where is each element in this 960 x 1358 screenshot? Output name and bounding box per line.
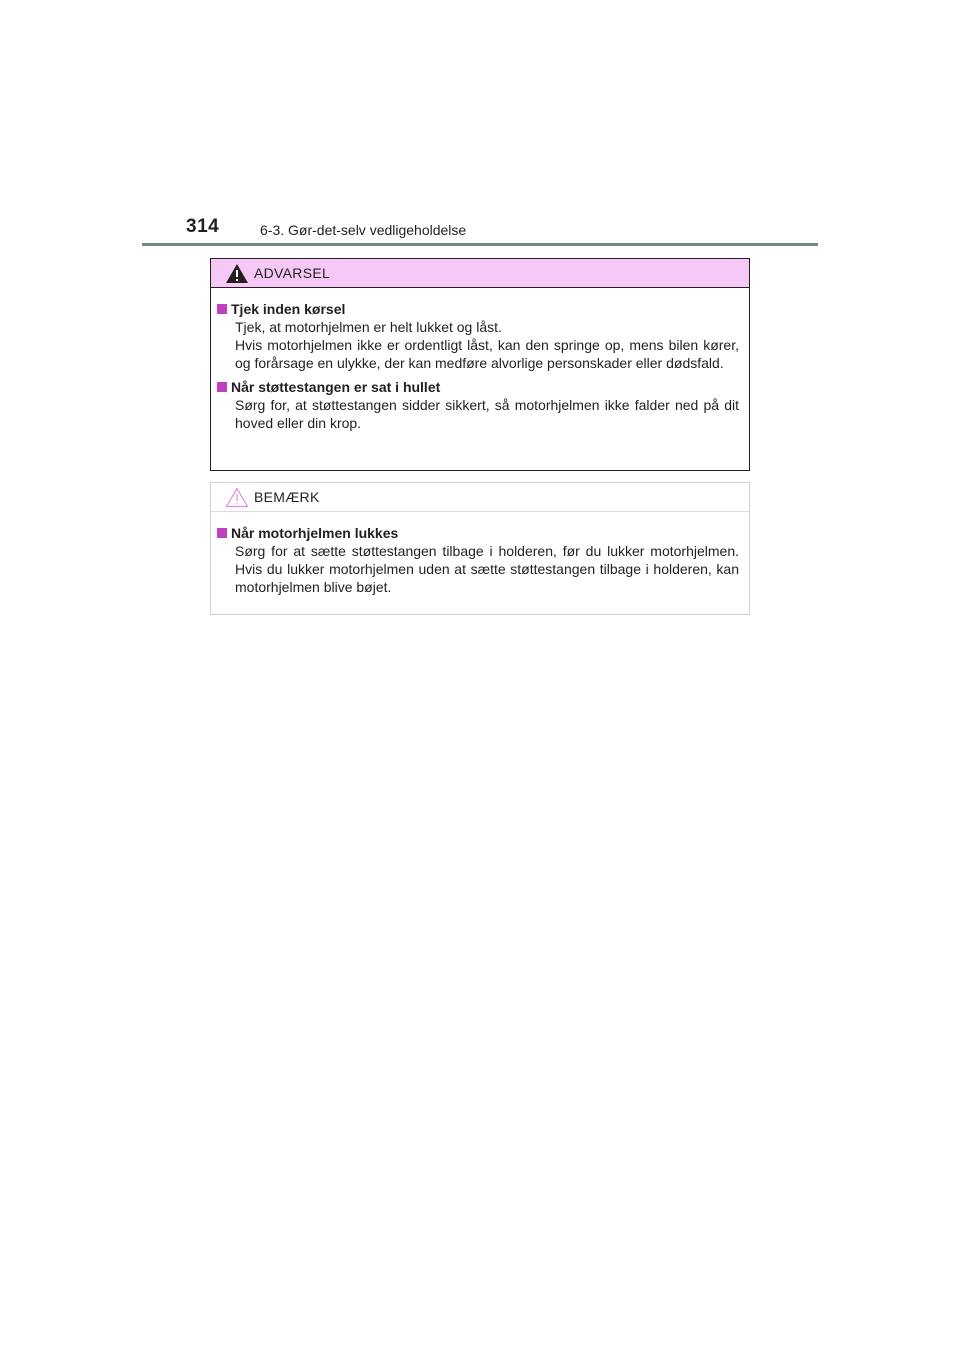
- warning-header: [211, 259, 749, 288]
- warning-item-text: [235, 318, 739, 372]
- warning-item-text: Sørg for, at støttestangen sidder sikkert, så motorhjelmen ikke falder ned på dit hoved eller din krop.: [235, 397, 739, 431]
- page-number: 314: [186, 216, 220, 237]
- header-rule: [142, 243, 818, 246]
- notice-header: [211, 483, 749, 512]
- warning-item-text-line: Tjek, at motorhjelmen er helt lukket og låst.: [235, 319, 502, 335]
- warning-item-title: Når støttestangen er sat i hullet: [231, 379, 441, 395]
- notice-label: BEMÆRK: [254, 489, 320, 505]
- notice-item-title: Når motorhjelmen lukkes: [231, 525, 399, 541]
- warning-triangle-outline-icon: [225, 487, 249, 508]
- warning-triangle-filled-icon: [225, 263, 249, 284]
- warning-label: ADVARSEL: [254, 265, 331, 281]
- warning-item: [217, 378, 739, 432]
- warning-item-title: Tjek inden kørsel: [231, 301, 346, 317]
- bullet-square-icon: [217, 528, 227, 538]
- notice-box: [210, 482, 750, 615]
- warning-box: [210, 258, 750, 471]
- warning-item-text-paragraph: Hvis motorhjelmen ikke er ordentligt låst, kan den springe op, mens bilen kører, og forårsage en ulykke, der kan medføre alvorlige personskader eller dødsfald.: [235, 337, 739, 371]
- bullet-square-icon: [217, 382, 227, 392]
- notice-item: [217, 524, 739, 596]
- bullet-square-icon: [217, 304, 227, 314]
- section-title: 6-3. Gør-det-selv vedligeholdelse: [260, 222, 467, 238]
- notice-item-text: Sørg for at sætte støttestangen tilbage i holderen, før du lukker motorhjelmen. Hvis du lukker motorhjelmen uden at sætte støttestangen tilbage i holderen, kan motorhjelmen blive bøjet.: [235, 543, 739, 595]
- warning-item: [217, 300, 739, 372]
